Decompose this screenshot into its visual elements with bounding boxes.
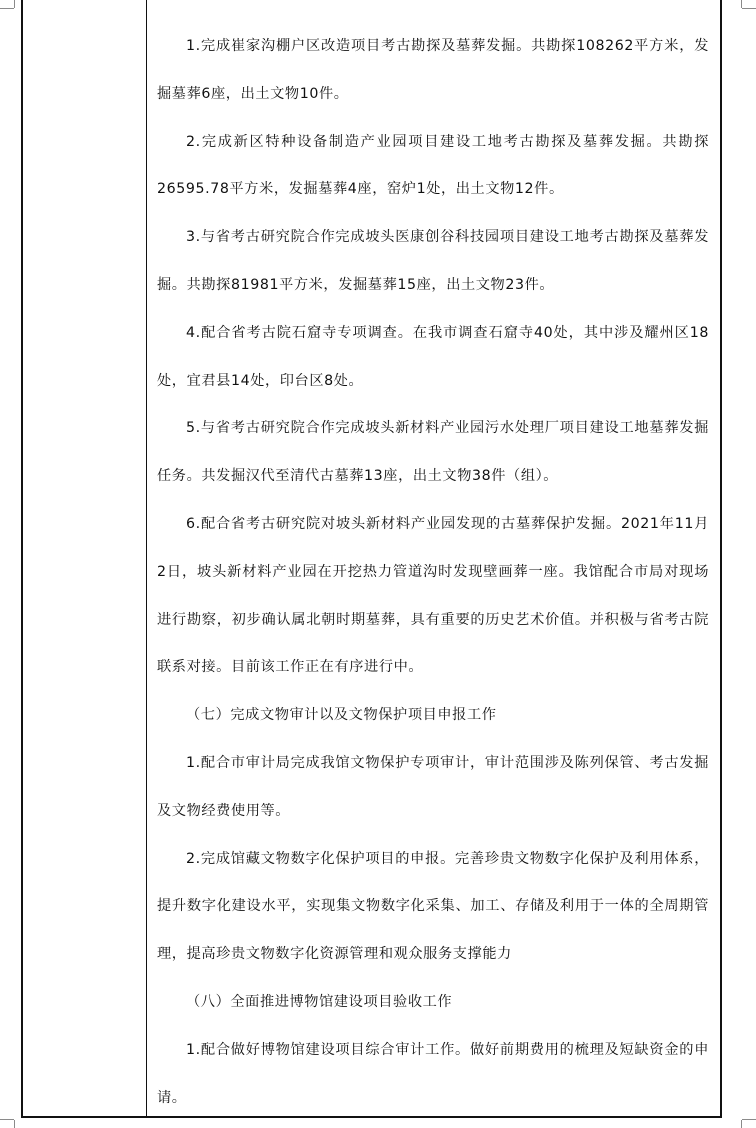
paragraph-item-6: 6.配合省考古研究院对坡头新材料产业园发现的古墓葬保护发掘。2021年11月2日，坡头新材料产业园在开挖热力管道沟时发现壁画葬一座。我馆配合市局对现场进行勘察，初步确认属北朝时期墓葬，具有重要的历史艺术价值。并积极与省考古院联系对接。目前该工作正在有序进行中。	[157, 515, 709, 676]
crop-mark-bottom-left	[14, 1120, 15, 1128]
paragraph-item-7-1: 1.配合市审计局完成我馆文物保护专项审计，审计范围涉及陈列保管、考古发掘及文物经费使用等。	[157, 754, 709, 819]
section-heading-7: （七）完成文物审计以及文物保护项目申报工作	[186, 707, 497, 724]
paragraph-item-1: 1.完成崔家沟棚户区改造项目考古勘探及墓葬发掘。共勘探108262平方米，发掘墓葬6座，出土文物10件。	[157, 38, 709, 102]
crop-mark-bottom-right	[742, 1119, 756, 1120]
table-label-cell	[23, 0, 146, 1116]
paragraph-item-5: 5.与省考古研究院合作完成坡头新材料产业园污水处理厂项目建设工地墓葬发掘任务。共发掘汉代至清代古墓葬13座，出土文物38件（组）。	[157, 420, 709, 485]
table-content-cell	[157, 23, 709, 1122]
paragraph-item-3: 3.与省考古研究院合作完成坡头医康创谷科技园项目建设工地考古勘探及墓葬发掘。共勘探81981平方米，发掘墓葬15座，出土文物23件。	[157, 229, 709, 293]
crop-mark-top-right	[741, 0, 742, 8]
crop-mark-bottom-right	[741, 1120, 742, 1128]
paragraph-item-7-2: 2.完成馆藏文物数字化保护项目的申报。完善珍贵文物数字化保护及利用体系，提升数字化建设水平，实现集文物数字化采集、加工、存储及利用于一体的全周期管理，提高珍贵文物数字化资源管理和观众服务支撑能力	[157, 850, 709, 963]
crop-mark-top-left	[0, 8, 14, 9]
section-heading-8: （八）全面推进博物馆建设项目验收工作	[186, 993, 453, 1010]
paragraph-item-8-1: 1.配合做好博物馆建设项目综合审计工作。做好前期费用的梳理及短缺资金的申请。	[157, 1041, 709, 1106]
crop-mark-top-left	[14, 0, 15, 8]
table-column-divider	[146, 0, 147, 1118]
paragraph-item-2: 2.完成新区特种设备制造产业园项目建设工地考古勘探及墓葬发掘。共勘探26595.78平方米，发掘墓葬4座，窑炉1处，出土文物12件。	[157, 133, 709, 198]
crop-mark-bottom-left	[0, 1119, 14, 1120]
crop-mark-top-right	[742, 8, 756, 9]
paragraph-item-4: 4.配合省考古院石窟寺专项调查。在我市调查石窟寺40处，其中涉及耀州区18处，宜君县14处，印台区8处。	[157, 324, 709, 389]
